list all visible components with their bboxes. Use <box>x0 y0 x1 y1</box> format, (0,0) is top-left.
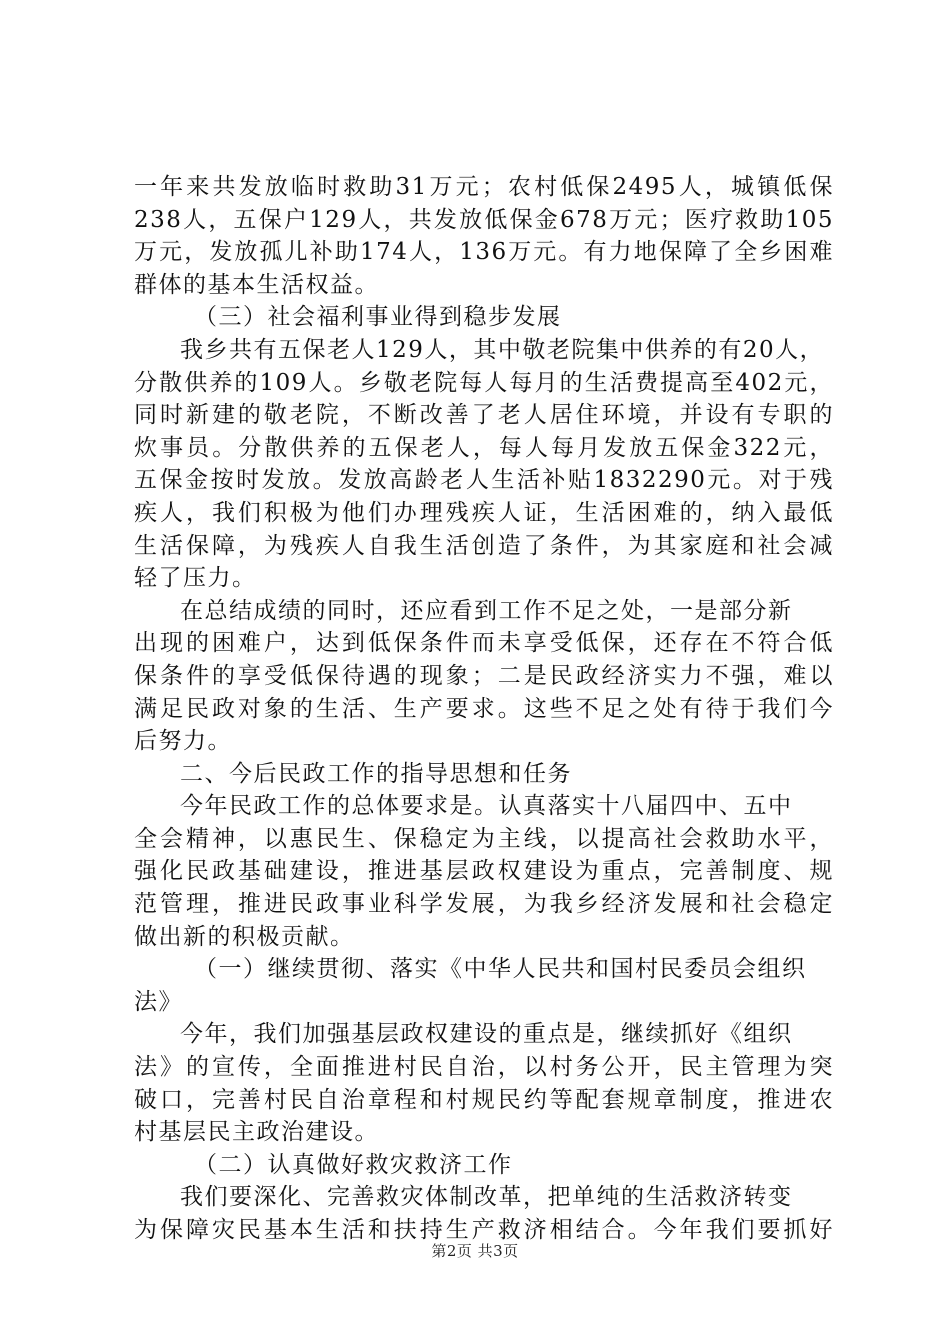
text-line: 出现的困难户，达到低保条件而未享受低保，还存在不符合低 <box>134 630 834 657</box>
text-line: 我乡共有五保老人129人，其中敬老院集中供养的有20人， <box>180 336 825 363</box>
text-line: （三）社会福利事业得到稳步发展 <box>194 304 562 331</box>
text-line: 满足民政对象的生活、生产要求。这些不足之处有待于我们今 <box>134 695 834 722</box>
text-line: 做出新的积极贡献。 <box>134 923 355 950</box>
text-line: 万元，发放孤儿补助174人，136万元。有力地保障了全乡困难 <box>134 239 834 266</box>
text-line: 法》的宣传，全面推进村民自治，以村务公开，民主管理为突 <box>134 1054 834 1081</box>
text-line: 我们要深化、完善救灾体制改革，把单纯的生活救济转变 <box>180 1184 793 1211</box>
document-body <box>134 171 834 1247</box>
text-line: 全会精神，以惠民生、保稳定为主线，以提高社会救助水平， <box>134 825 834 852</box>
page-footer: 第2页 共3页 <box>431 1242 519 1260</box>
text-line: 轻了压力。 <box>134 565 257 592</box>
text-line: 在总结成绩的同时，还应看到工作不足之处，一是部分新 <box>180 597 793 624</box>
text-line: （一）继续贯彻、落实《中华人民共和国村民委员会组织 <box>194 956 807 983</box>
text-line: 为保障灾民基本生活和扶持生产救济相结合。今年我们要抓好 <box>134 1217 834 1243</box>
text-line: 今年，我们加强基层政权建设的重点是，继续抓好《组织 <box>180 1021 793 1048</box>
text-line: 群体的基本生活权益。 <box>134 271 379 298</box>
text-line: 生活保障，为残疾人自我生活创造了条件，为其家庭和社会减 <box>134 532 834 559</box>
text-line: 强化民政基础建设，推进基层政权建设为重点，完善制度、规 <box>134 858 834 885</box>
text-line: 一年来共发放临时救助31万元；农村低保2495人，城镇低保 <box>134 174 834 200</box>
text-line: 同时新建的敬老院，不断改善了老人居住环境，并设有专职的 <box>134 402 834 429</box>
text-line: 分散供养的109人。乡敬老院每人每月的生活费提高至402元， <box>134 369 834 396</box>
text-line: （二）认真做好救灾救济工作 <box>194 1151 513 1178</box>
text-line: 五保金按时发放。发放高龄老人生活补贴1832290元。对于残 <box>134 467 834 494</box>
text-line: 今年民政工作的总体要求是。认真落实十八届四中、五中 <box>180 793 793 820</box>
text-line: 村基层民主政治建设。 <box>134 1119 379 1146</box>
text-line: 238人，五保户129人，共发放低保金678万元；医疗救助105 <box>134 206 834 233</box>
text-line: 炊事员。分散供养的五保老人，每人每月发放五保金322元， <box>134 434 834 461</box>
text-line: 二、今后民政工作的指导思想和任务 <box>180 760 572 787</box>
text-line: 破口，完善村民自治章程和村规民约等配套规章制度，推进农 <box>134 1086 834 1113</box>
text-line: 后努力。 <box>134 728 232 755</box>
text-line: 法》 <box>134 988 183 1015</box>
text-line: 保条件的享受低保待遇的现象；二是民政经济实力不强，难以 <box>134 662 834 689</box>
text-line: 范管理，推进民政事业科学发展，为我乡经济发展和社会稳定 <box>134 891 834 918</box>
text-line: 疾人，我们积极为他们办理残疾人证，生活困难的，纳入最低 <box>134 499 834 526</box>
